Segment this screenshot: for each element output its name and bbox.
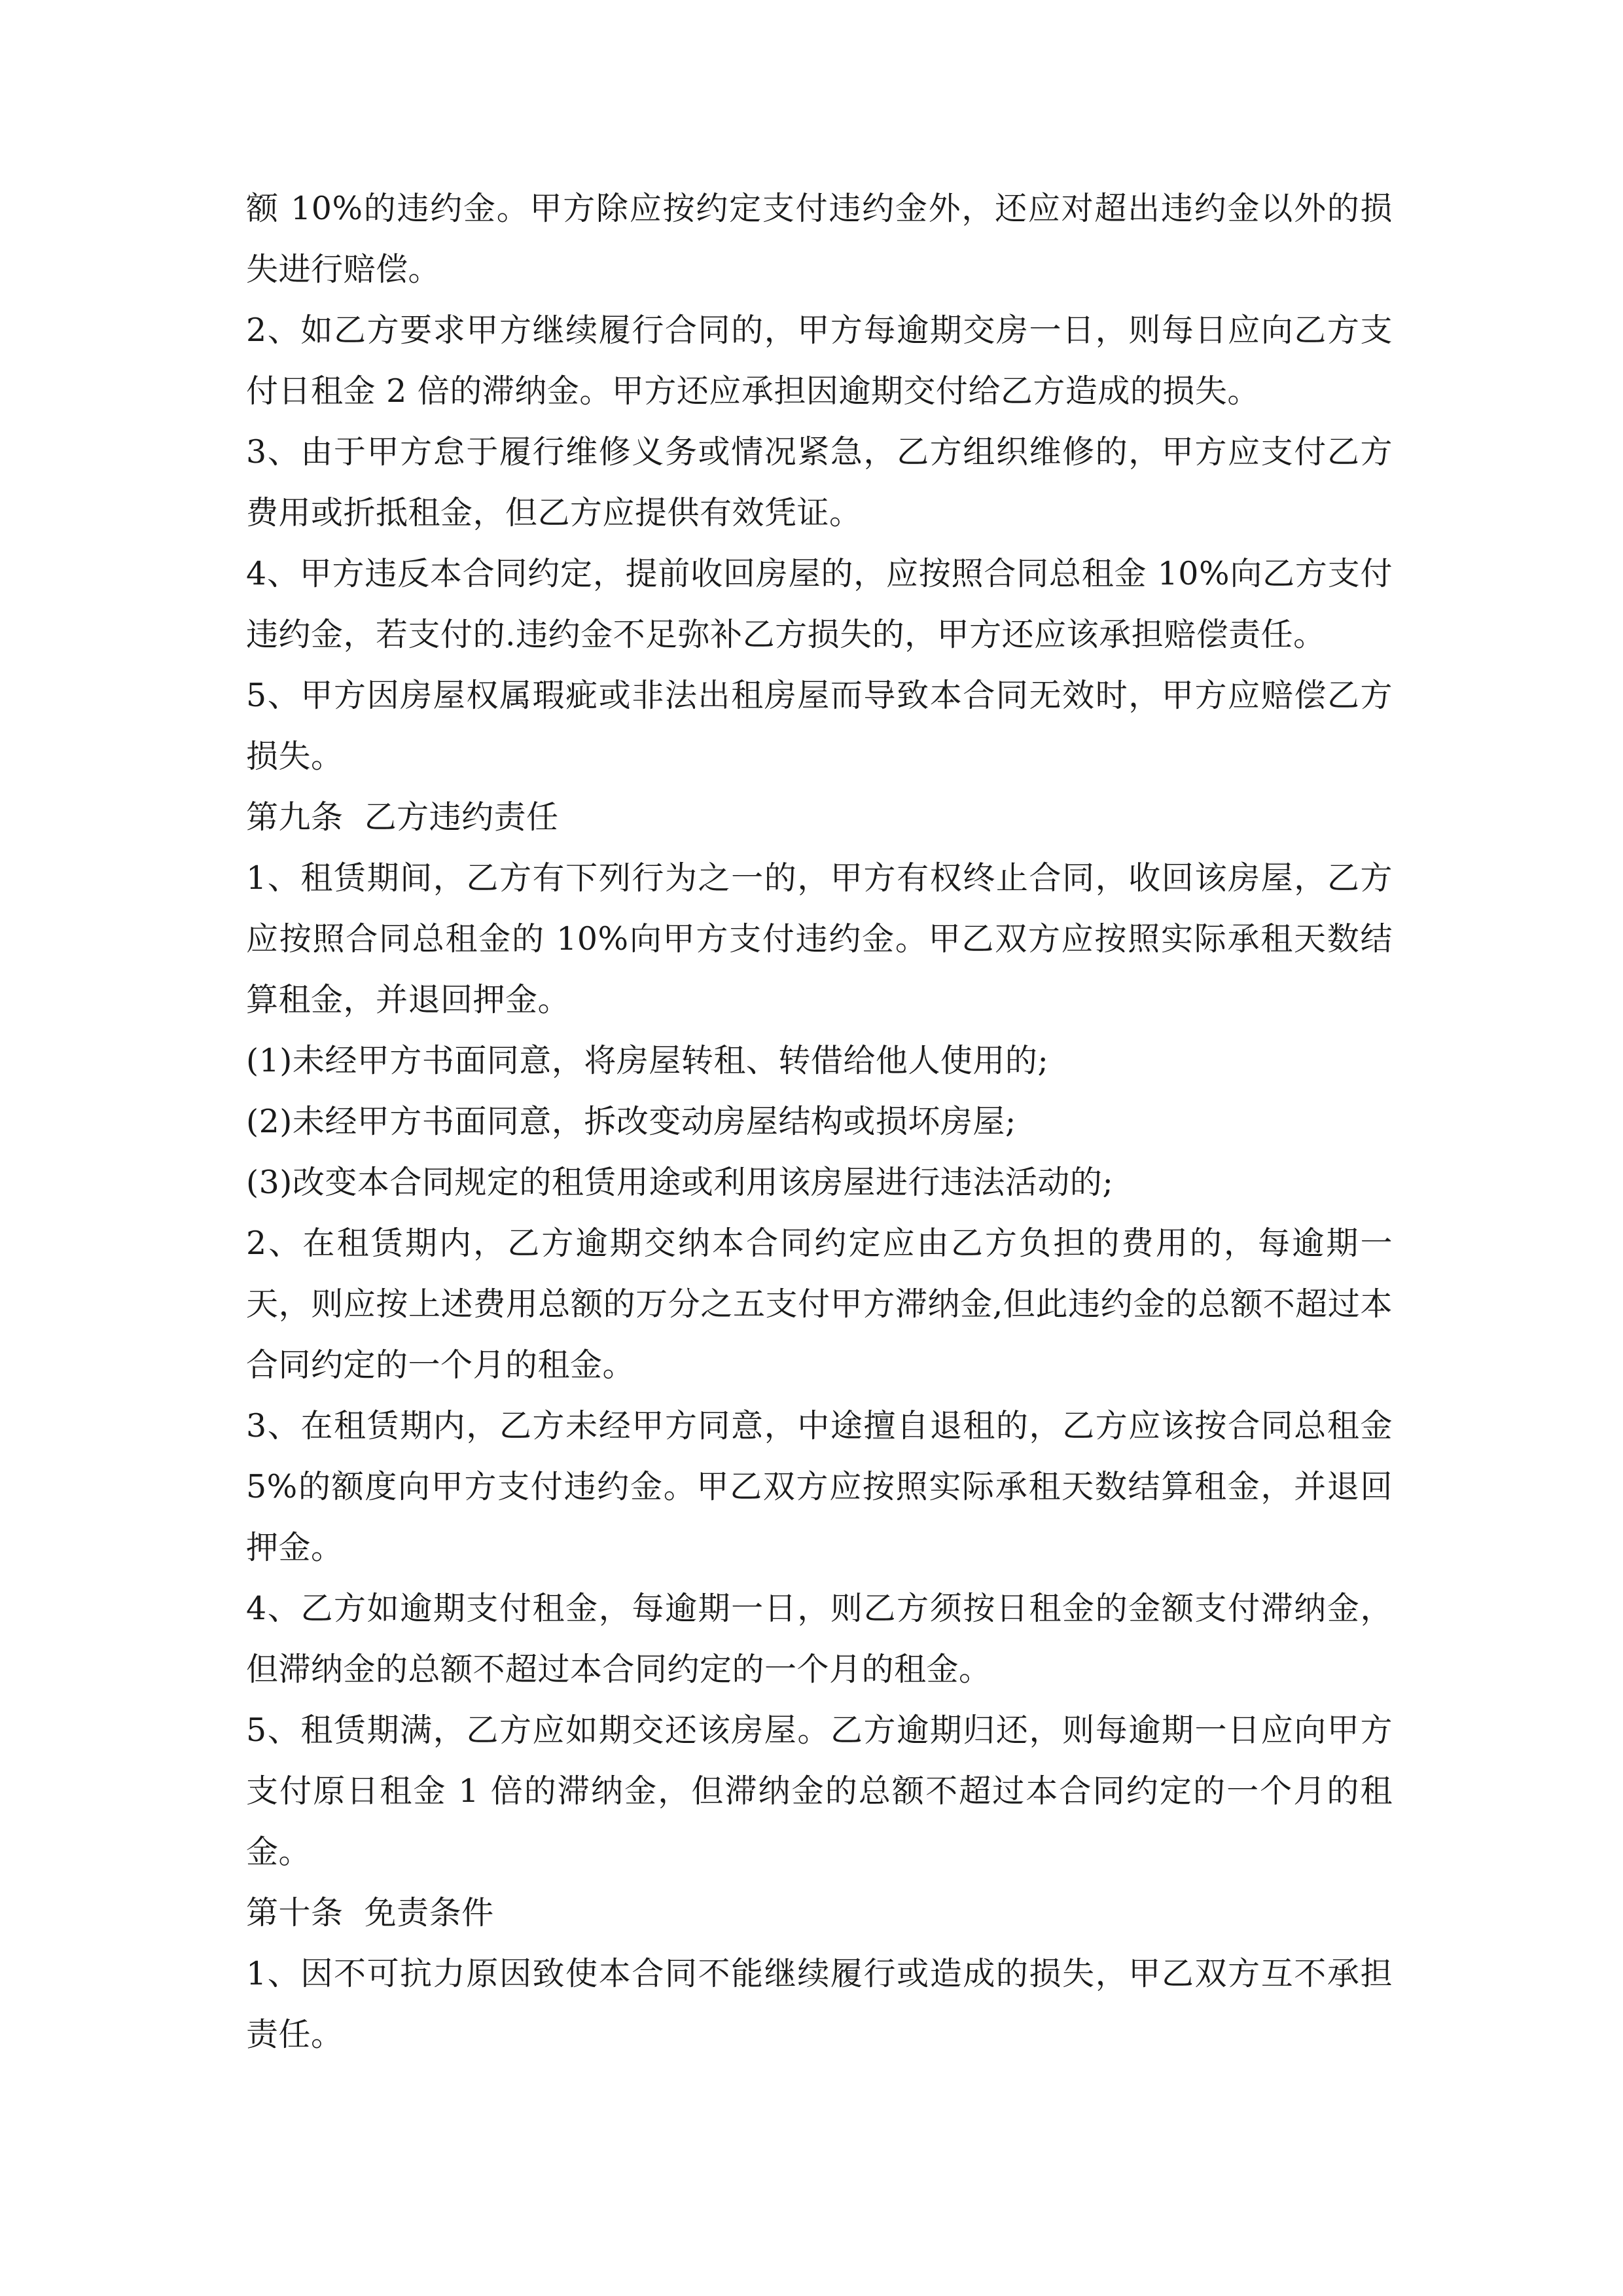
paragraph-tenant-item-3: 3、在租赁期内，乙方未经甲方同意，中途擅自退租的，乙方应该按合同总租金 5%的额度向甲方支付违约金。甲乙双方应按照实际承租天数结算租金，并退回押金。 xyxy=(246,1407,1393,1566)
paragraph-penalty-continuation: 额 10%的违约金。甲方除应按约定支付违约金外，还应对超出违约金以外的损失进行赔偿。 xyxy=(246,190,1393,288)
paragraph-tenant-subitem-1: (1)未经甲方书面同意，将房屋转租、转借给他人使用的; xyxy=(246,1042,1049,1079)
paragraph-tenant-subitem-3: (3)改变本合同规定的租赁用途或利用该房屋进行违法活动的; xyxy=(246,1164,1114,1201)
paragraph-tenant-item-5: 5、租赁期满，乙方应如期交还该房屋。乙方逾期归还，则每逾期一日应向甲方支付原日租金 1 倍的滞纳金，但滞纳金的总额不超过本合同约定的一个月的租金。 xyxy=(246,1712,1393,1871)
section-heading-article-10: 第十条 免责条件 xyxy=(246,1894,494,1931)
paragraph-landlord-item-2: 2、如乙方要求甲方继续履行合同的，甲方每逾期交房一日，则每日应向乙方支付日租金 2 倍的滞纳金。甲方还应承担因逾期交付给乙方造成的损失。 xyxy=(246,312,1393,410)
paragraph-tenant-item-1: 1、租赁期间，乙方有下列行为之一的，甲方有权终止合同，收回该房屋，乙方应按照合同总租金的 10%向甲方支付违约金。甲乙双方应按照实际承租天数结算租金，并退回押金。 xyxy=(246,859,1393,1018)
paragraph-landlord-item-4: 4、甲方违反本合同约定，提前收回房屋的，应按照合同总租金 10%向乙方支付违约金，若支付的.违约金不足弥补乙方损失的，甲方还应该承担赔偿责任。 xyxy=(246,555,1393,653)
paragraph-exemption-item-1: 1、因不可抗力原因致使本合同不能继续履行或造成的损失，甲乙双方互不承担责任。 xyxy=(246,1955,1393,2053)
paragraph-tenant-item-2: 2、在租赁期内，乙方逾期交纳本合同约定应由乙方负担的费用的，每逾期一天，则应按上述费用总额的万分之五支付甲方滞纳金,但此违约金的总额不超过本合同约定的一个月的租金。 xyxy=(246,1225,1393,1384)
section-heading-article-9: 第九条 乙方违约责任 xyxy=(246,798,559,836)
paragraph-tenant-subitem-2: (2)未经甲方书面同意，拆改变动房屋结构或损坏房屋; xyxy=(246,1103,1016,1140)
paragraph-landlord-item-5: 5、甲方因房屋权属瑕疵或非法出租房屋而导致本合同无效时，甲方应赔偿乙方损失。 xyxy=(246,677,1393,775)
paragraph-tenant-item-4: 4、乙方如逾期支付租金，每逾期一日，则乙方须按日租金的金额支付滞纳金，但滞纳金的总额不超过本合同约定的一个月的租金。 xyxy=(246,1590,1393,1688)
paragraph-landlord-item-3: 3、由于甲方怠于履行维修义务或情况紧急，乙方组织维修的，甲方应支付乙方费用或折抵租金，但乙方应提供有效凭证。 xyxy=(246,433,1393,531)
document-body xyxy=(246,178,1393,2065)
